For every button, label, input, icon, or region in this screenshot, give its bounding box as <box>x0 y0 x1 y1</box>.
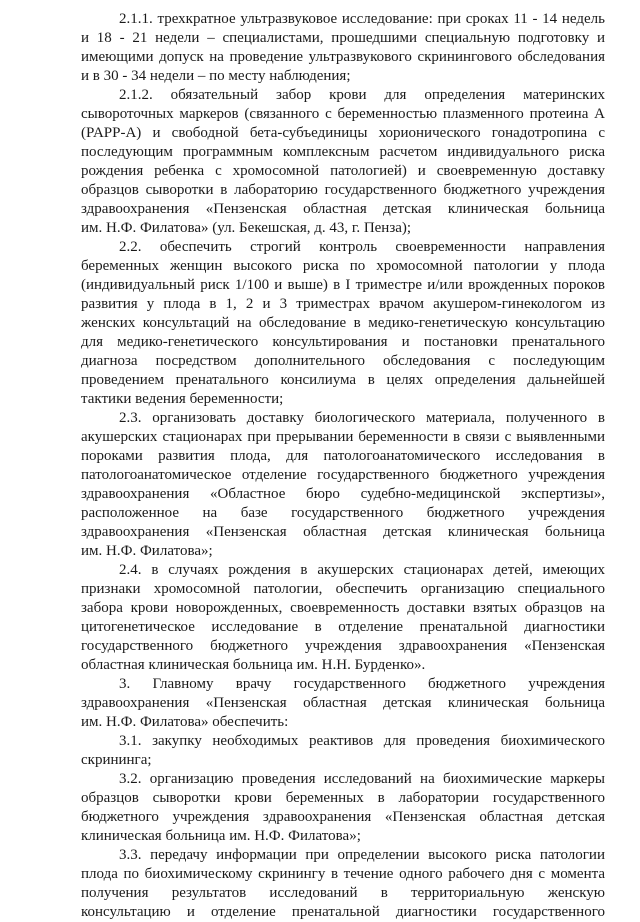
text-line: признаки хромосомной патологии, обеспечить организацию специального <box>81 581 605 597</box>
text-line: 2.1.1. трехкратное ультразвуковое исследование: при сроках 11 - 14 недель <box>119 11 605 27</box>
text-line: развития у плода в 1, 2 и 3 триместрах врачом акушером-гинекологом из <box>81 296 605 312</box>
text-line: им. Н.Ф. Филатова»; <box>81 543 213 559</box>
paragraph <box>81 732 605 770</box>
text-line: женских консультаций на обследование в медико-генетическую консультацию <box>81 315 605 331</box>
text-line: рождения ребенка с хромосомной патологией) и своевременную доставку <box>81 163 605 179</box>
text-line: образцов сыворотки крови беременных в лаборатории государственного <box>81 790 605 806</box>
text-line: 3.2. организацию проведения исследований на биохимические маркеры <box>119 771 605 787</box>
paragraph <box>81 561 605 675</box>
text-line: и в 30 - 34 недели – по месту наблюдения; <box>81 68 351 84</box>
document-body <box>81 10 605 922</box>
text-line: получения результатов исследований в территориальную женскую <box>81 885 605 901</box>
text-line: бюджетного учреждения здравоохранения «Пензенская областная детская <box>81 809 605 825</box>
text-line: им. Н.Ф. Филатова» обеспечить: <box>81 714 289 730</box>
text-line: цитогенетическое исследование в отделение пренатальной диагностики <box>81 619 605 635</box>
text-line: 2.3. организовать доставку биологического материала, полученного в <box>119 410 605 426</box>
text-line: областная клиническая больница им. Н.Н. Бурденко». <box>81 657 426 673</box>
text-line: сывороточных маркеров (связанного с беременностью плазменного протеина А <box>81 106 605 122</box>
text-line: тактики ведения беременности; <box>81 391 284 407</box>
paragraph <box>81 770 605 846</box>
text-line: консультацию и отделение пренатальной диагностики государственного <box>81 904 605 920</box>
text-line: 3. Главному врачу государственного бюджетного учреждения <box>119 676 605 692</box>
text-line: патологоанатомическое отделение государственного бюджетного учреждения <box>81 467 605 483</box>
text-line: здравоохранения «Пензенская областная детская клиническая больница <box>81 201 605 217</box>
text-line: (индивидуальный риск 1/100 и выше) в I триместре и/или врожденных пороков <box>81 277 605 293</box>
paragraph <box>81 238 605 409</box>
text-line: образцов сыворотки в лабораторию государственного бюджетного учреждения <box>81 182 605 198</box>
text-line: последующим программным комплексным расчетом индивидуального риска <box>81 144 605 160</box>
text-line: государственного бюджетного учреждения здравоохранения «Пензенская <box>81 638 605 654</box>
text-line: скрининга; <box>81 752 152 768</box>
text-line: им. Н.Ф. Филатова» (ул. Бекешская, д. 43, г. Пенза); <box>81 220 412 236</box>
text-line: плода по биохимическому скринингу в течение одного рабочего дня с момента <box>81 866 605 882</box>
text-line: 2.4. в случаях рождения в акушерских стационарах детей, имеющих <box>119 562 605 578</box>
text-line: 2.1.2. обязательный забор крови для определения материнских <box>119 87 605 103</box>
text-line: и 18 - 21 недели – специалистами, прошедшими специальную подготовку и <box>81 30 605 46</box>
text-line: клиническая больница им. Н.Ф. Филатова»; <box>81 828 361 844</box>
text-line: 2.2. обеспечить строгий контроль своевременности направления <box>119 239 605 255</box>
text-line: расположенное на базе государственного бюджетного учреждения <box>81 505 605 521</box>
text-line: здравоохранения «Областное бюро судебно-медицинской экспертизы», <box>81 486 605 502</box>
text-line: диагноза посредством дополнительного обследования с последующим <box>81 353 605 369</box>
text-line: имеющими допуск на проведение ультразвукового скринингового обследования <box>81 49 605 65</box>
text-line: забора крови новорожденных, своевременность доставки взятых образцов на <box>81 600 605 616</box>
paragraph <box>81 675 605 732</box>
text-line: акушерских стационарах при прерывании беременности в связи с выявленными <box>81 429 605 445</box>
text-line: пороками развития плода, для патологоанатомического исследования в <box>81 448 605 464</box>
paragraph <box>81 846 605 922</box>
text-line: здравоохранения «Пензенская областная детская клиническая больница <box>81 695 605 711</box>
paragraph <box>81 86 605 238</box>
text-line: (PAPP-A) и свободной бета-субъединицы хорионического гонадотропина с <box>81 125 605 141</box>
text-line: проведением пренатального консилиума в целях определения дальнейшей <box>81 372 605 388</box>
text-line: 3.3. передачу информации при определении высокого риска патологии <box>119 847 605 863</box>
paragraph <box>81 10 605 86</box>
text-line: беременных женщин высокого риска по хромосомной патологии у плода <box>81 258 605 274</box>
paragraph <box>81 409 605 561</box>
text-line: для медико-генетического консультирования и постановки пренатального <box>81 334 605 350</box>
text-line: здравоохранения «Пензенская областная детская клиническая больница <box>81 524 605 540</box>
text-line: 3.1. закупку необходимых реактивов для проведения биохимического <box>119 733 605 749</box>
